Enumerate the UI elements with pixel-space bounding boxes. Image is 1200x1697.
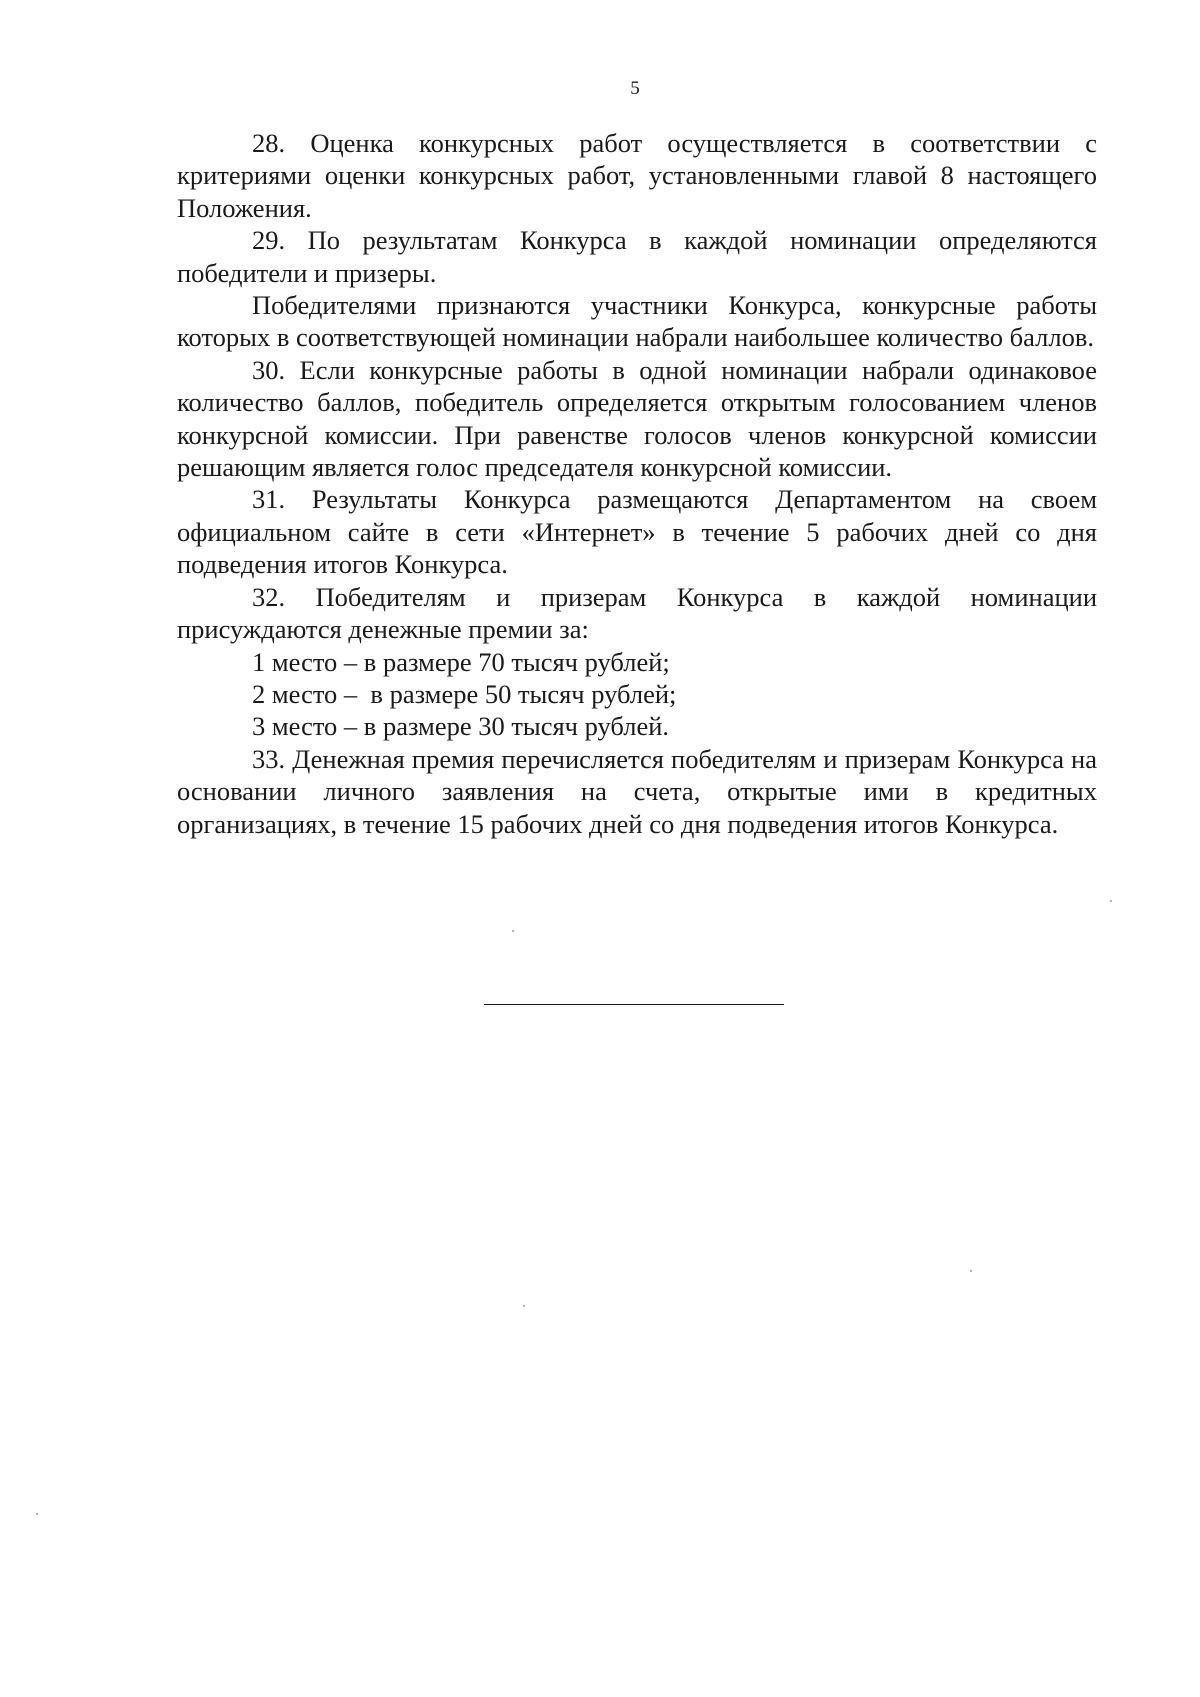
prize-third-place: 3 место – в размере 30 тысяч рублей. bbox=[252, 711, 670, 742]
paragraph-29-winners: Победителями признаются участники Конкурса, конкурсные работы которых в соответствующей номинации набрали наибольшее количество баллов. bbox=[177, 290, 1097, 353]
prize-first-place: 1 место – в размере 70 тысяч рублей; bbox=[252, 646, 670, 677]
scan-speck bbox=[36, 1513, 38, 1515]
paragraph-33: 33. Денежная премия перечисляется победителям и призерам Конкурса на основании личного заявления на счета, открытые ими в кредитных организациях, в течение 15 рабочих дней со дня подведения итогов Конкурса. bbox=[177, 743, 1097, 839]
scan-speck bbox=[512, 930, 514, 932]
scan-speck bbox=[970, 1270, 972, 1272]
prize-second-place: 2 место – в размере 50 тысяч рублей; bbox=[252, 678, 677, 709]
paragraph-28: 28. Оценка конкурсных работ осуществляется в соответствии с критериями оценки конкурсных работ, установленными главой 8 настоящего Положения. bbox=[177, 128, 1097, 223]
scan-speck bbox=[1110, 900, 1112, 902]
scan-speck bbox=[523, 1305, 525, 1307]
paragraph-29: 29. По результатам Конкурса в каждой номинации определяются победители и призеры. bbox=[177, 225, 1097, 288]
document-body bbox=[177, 127, 1097, 840]
paragraph-32: 32. Победителям и призерам Конкурса в каждой номинации присуждаются денежные премии за: bbox=[177, 581, 1097, 645]
paragraph-31: 31. Результаты Конкурса размещаются Департаментом на своем официальном сайте в сети «Интернет» в течение 5 рабочих дней со дня подведения итогов Конкурса. bbox=[177, 484, 1097, 580]
paragraph-30: 30. Если конкурсные работы в одной номинации набрали одинаковое количество баллов, победитель определяется открытым голосованием членов конкурсной комиссии. При равенстве голосов членов конкурсной комиссии решающим является голос председателя конкурсной комиссии. bbox=[177, 354, 1097, 483]
closing-rule-line bbox=[484, 1004, 784, 1005]
page-number: 5 bbox=[630, 78, 640, 99]
